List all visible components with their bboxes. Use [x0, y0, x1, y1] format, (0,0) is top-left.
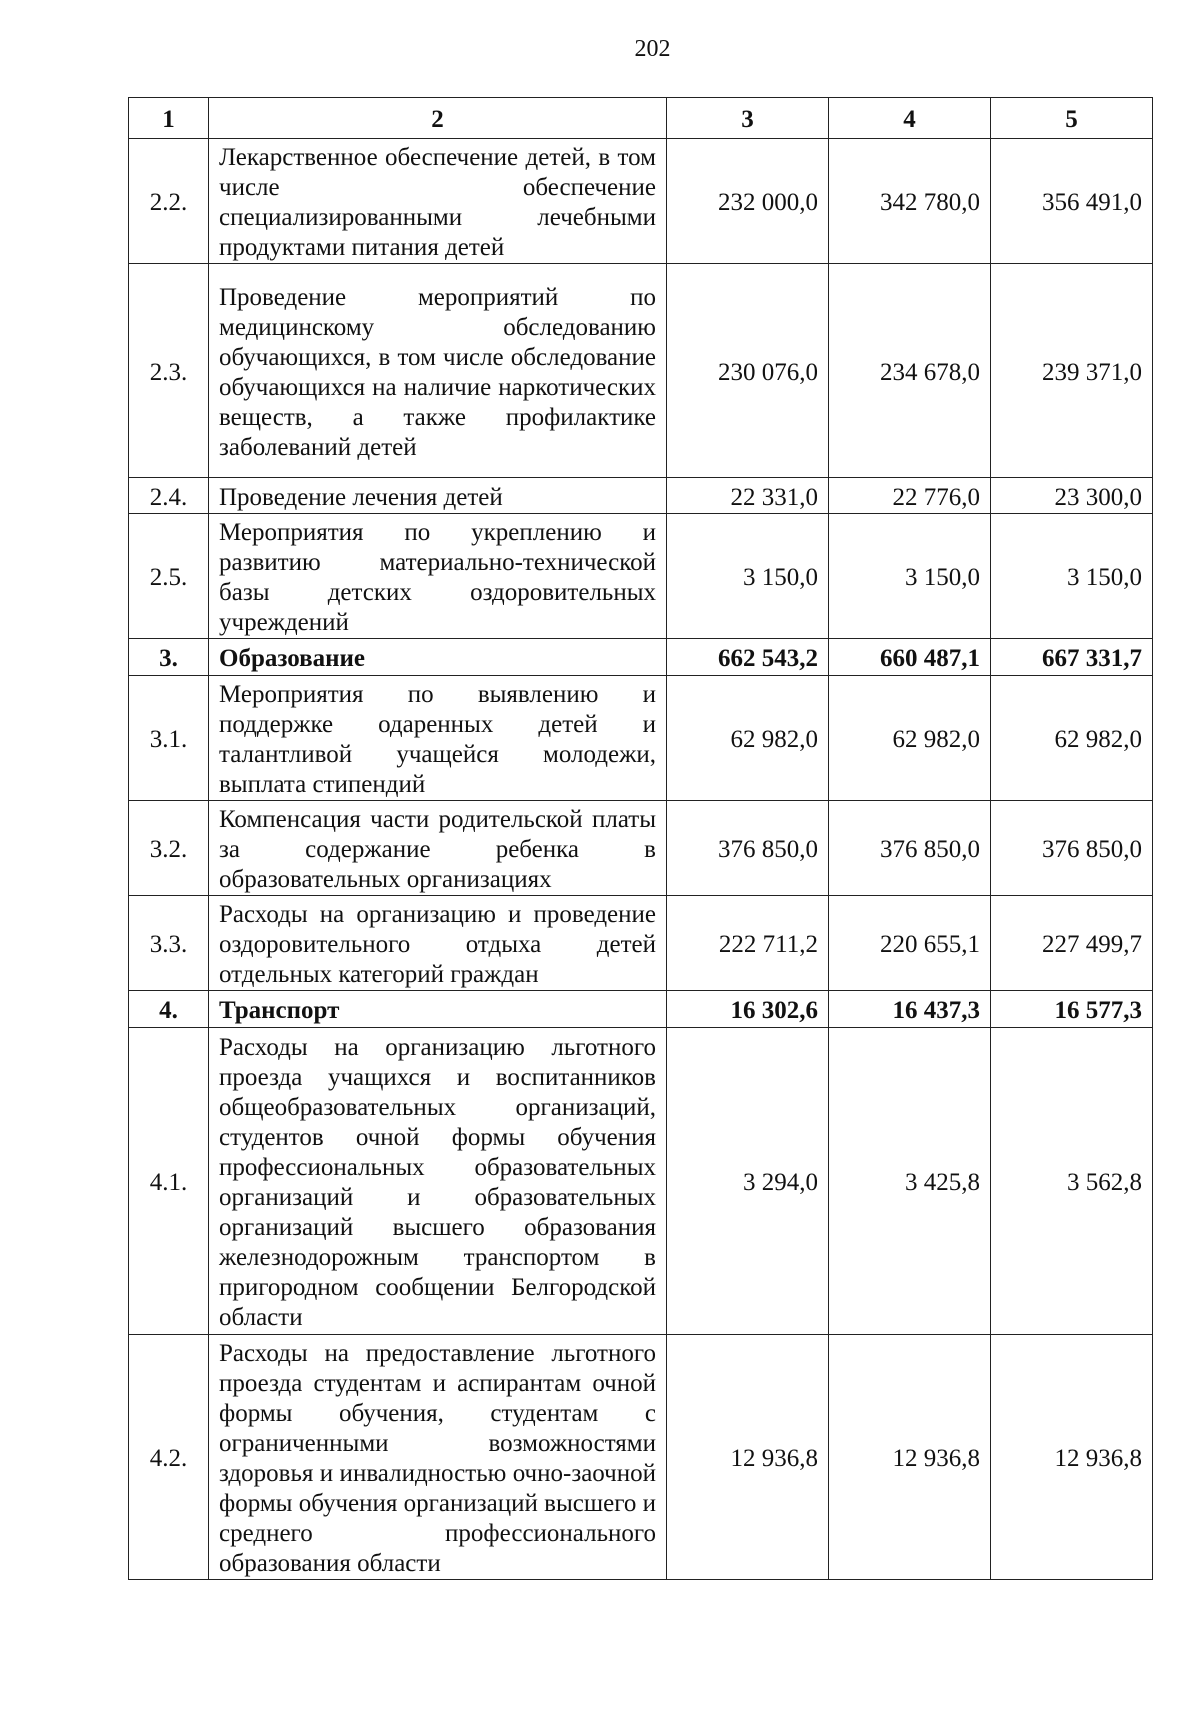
row-number: 2.3. [129, 264, 209, 478]
table-row [129, 478, 1153, 514]
header-cell-2: 2 [209, 98, 667, 139]
row-number: 3.2. [129, 801, 209, 896]
row-value-4: 342 780,0 [829, 139, 991, 264]
row-value-5: 62 982,0 [991, 676, 1153, 801]
table-row [129, 1028, 1153, 1335]
row-number: 4.1. [129, 1028, 209, 1335]
row-value-4: 12 936,8 [829, 1335, 991, 1580]
row-value-4: 234 678,0 [829, 264, 991, 478]
row-value-4: 3 150,0 [829, 514, 991, 639]
row-value-3: 12 936,8 [667, 1335, 829, 1580]
row-value-3: 62 982,0 [667, 676, 829, 801]
section-value-3: 662 543,2 [667, 639, 829, 676]
row-number: 4.2. [129, 1335, 209, 1580]
row-number: 3.3. [129, 896, 209, 991]
row-value-3: 3 294,0 [667, 1028, 829, 1335]
table-row [129, 139, 1153, 264]
header-cell-5: 5 [991, 98, 1153, 139]
row-name: Расходы на организацию льготного проезда учащихся и воспитанников общеобразовательных организаций, студентов очной формы обучения профессиональных образовательных организаций и образовательных организаций высшего образования железнодорожным транспортом в пригородном сообщении Белгородской области [209, 1028, 667, 1335]
section-value-5: 16 577,3 [991, 991, 1153, 1028]
row-value-4: 220 655,1 [829, 896, 991, 991]
table-row [129, 514, 1153, 639]
row-value-4: 3 425,8 [829, 1028, 991, 1335]
section-name: Транспорт [209, 991, 667, 1028]
row-value-4: 22 776,0 [829, 478, 991, 514]
section-value-3: 16 302,6 [667, 991, 829, 1028]
row-value-5: 3 562,8 [991, 1028, 1153, 1335]
section-name: Образование [209, 639, 667, 676]
row-value-3: 3 150,0 [667, 514, 829, 639]
row-name: Расходы на предоставление льготного проезда студентам и аспирантам очной формы обучения, студентам с ограниченными возможностями здоровья и инвалидностью очно-заочной формы обучения организаций высшего и среднего профессионального образования области [209, 1335, 667, 1580]
section-row [129, 639, 1153, 676]
table-row [129, 801, 1153, 896]
row-name: Мероприятия по укреплению и развитию материально-технической базы детских оздоровительных учреждений [209, 514, 667, 639]
budget-table [128, 97, 1153, 1580]
row-value-3: 376 850,0 [667, 801, 829, 896]
header-cell-1: 1 [129, 98, 209, 139]
section-number: 4. [129, 991, 209, 1028]
row-number: 2.4. [129, 478, 209, 514]
row-value-5: 239 371,0 [991, 264, 1153, 478]
section-value-4: 16 437,3 [829, 991, 991, 1028]
row-value-3: 230 076,0 [667, 264, 829, 478]
table-row [129, 1335, 1153, 1580]
row-number: 2.5. [129, 514, 209, 639]
row-name: Проведение лечения детей [209, 478, 667, 514]
section-number: 3. [129, 639, 209, 676]
row-number: 2.2. [129, 139, 209, 264]
header-cell-3: 3 [667, 98, 829, 139]
row-value-5: 3 150,0 [991, 514, 1153, 639]
section-value-4: 660 487,1 [829, 639, 991, 676]
row-name: Проведение мероприятий по медицинскому обследованию обучающихся, в том числе обследование обучающихся на наличие наркотических веществ, а также профилактике заболеваний детей [209, 264, 667, 478]
row-value-5: 227 499,7 [991, 896, 1153, 991]
header-row [129, 98, 1153, 139]
header-cell-4: 4 [829, 98, 991, 139]
row-number: 3.1. [129, 676, 209, 801]
table-row [129, 676, 1153, 801]
row-value-5: 12 936,8 [991, 1335, 1153, 1580]
table-row [129, 896, 1153, 991]
row-name: Лекарственное обеспечение детей, в том числе обеспечение специализированными лечебными продуктами питания детей [209, 139, 667, 264]
row-value-4: 62 982,0 [829, 676, 991, 801]
section-value-5: 667 331,7 [991, 639, 1153, 676]
row-name: Мероприятия по выявлению и поддержке одаренных детей и талантливой учащейся молодежи, выплата стипендий [209, 676, 667, 801]
row-value-5: 23 300,0 [991, 478, 1153, 514]
row-value-5: 356 491,0 [991, 139, 1153, 264]
row-value-3: 22 331,0 [667, 478, 829, 514]
row-value-3: 222 711,2 [667, 896, 829, 991]
row-value-3: 232 000,0 [667, 139, 829, 264]
row-name: Компенсация части родительской платы за содержание ребенка в образовательных организациях [209, 801, 667, 896]
row-value-4: 376 850,0 [829, 801, 991, 896]
row-value-5: 376 850,0 [991, 801, 1153, 896]
table-row [129, 264, 1153, 478]
row-name: Расходы на организацию и проведение оздоровительного отдыха детей отдельных категорий граждан [209, 896, 667, 991]
section-row [129, 991, 1153, 1028]
page-number: 202 [634, 36, 671, 62]
